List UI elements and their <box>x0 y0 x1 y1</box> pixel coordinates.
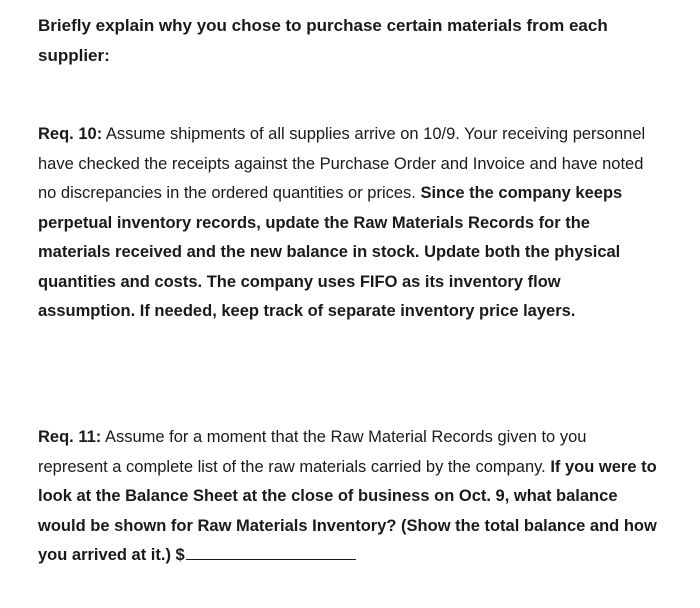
req11-label: Req. 11: <box>38 428 102 446</box>
intro-question <box>38 11 658 70</box>
req10-bold-text: Since the company keeps perpetual inventory records, update the Raw Materials Records for the materials received and the new balance in stock. Update both the physical quantities and costs. The company uses FIFO as its inventory flow assumption. If needed, keep track of separate inventory price layers. <box>38 184 623 320</box>
intro-text: Briefly explain why you chose to purchase certain materials from each supplier: <box>38 16 608 65</box>
req10-label: Req. 10: <box>38 125 103 143</box>
answer-blank-line <box>186 541 356 560</box>
req10-text: Assume shipments of all supplies arrive on 10/9. Your receiving personnel have checked the receipts against the Purchase Order and Invoice and have noted no discrepancies in the ordered quantities or prices. <box>38 125 646 202</box>
requirement-11 <box>38 423 658 571</box>
req11-bold-text: If you were to look at the Balance Sheet at the close of business on Oct. 9, what balance would be shown for Raw Materials Inventory? (Show the total balance and how you arrived at it.) $ <box>38 457 657 564</box>
req11-text: Assume for a moment that the Raw Material Records given to you represent a complete list of the raw materials carried by the company. <box>38 428 587 476</box>
requirement-10 <box>38 120 658 327</box>
